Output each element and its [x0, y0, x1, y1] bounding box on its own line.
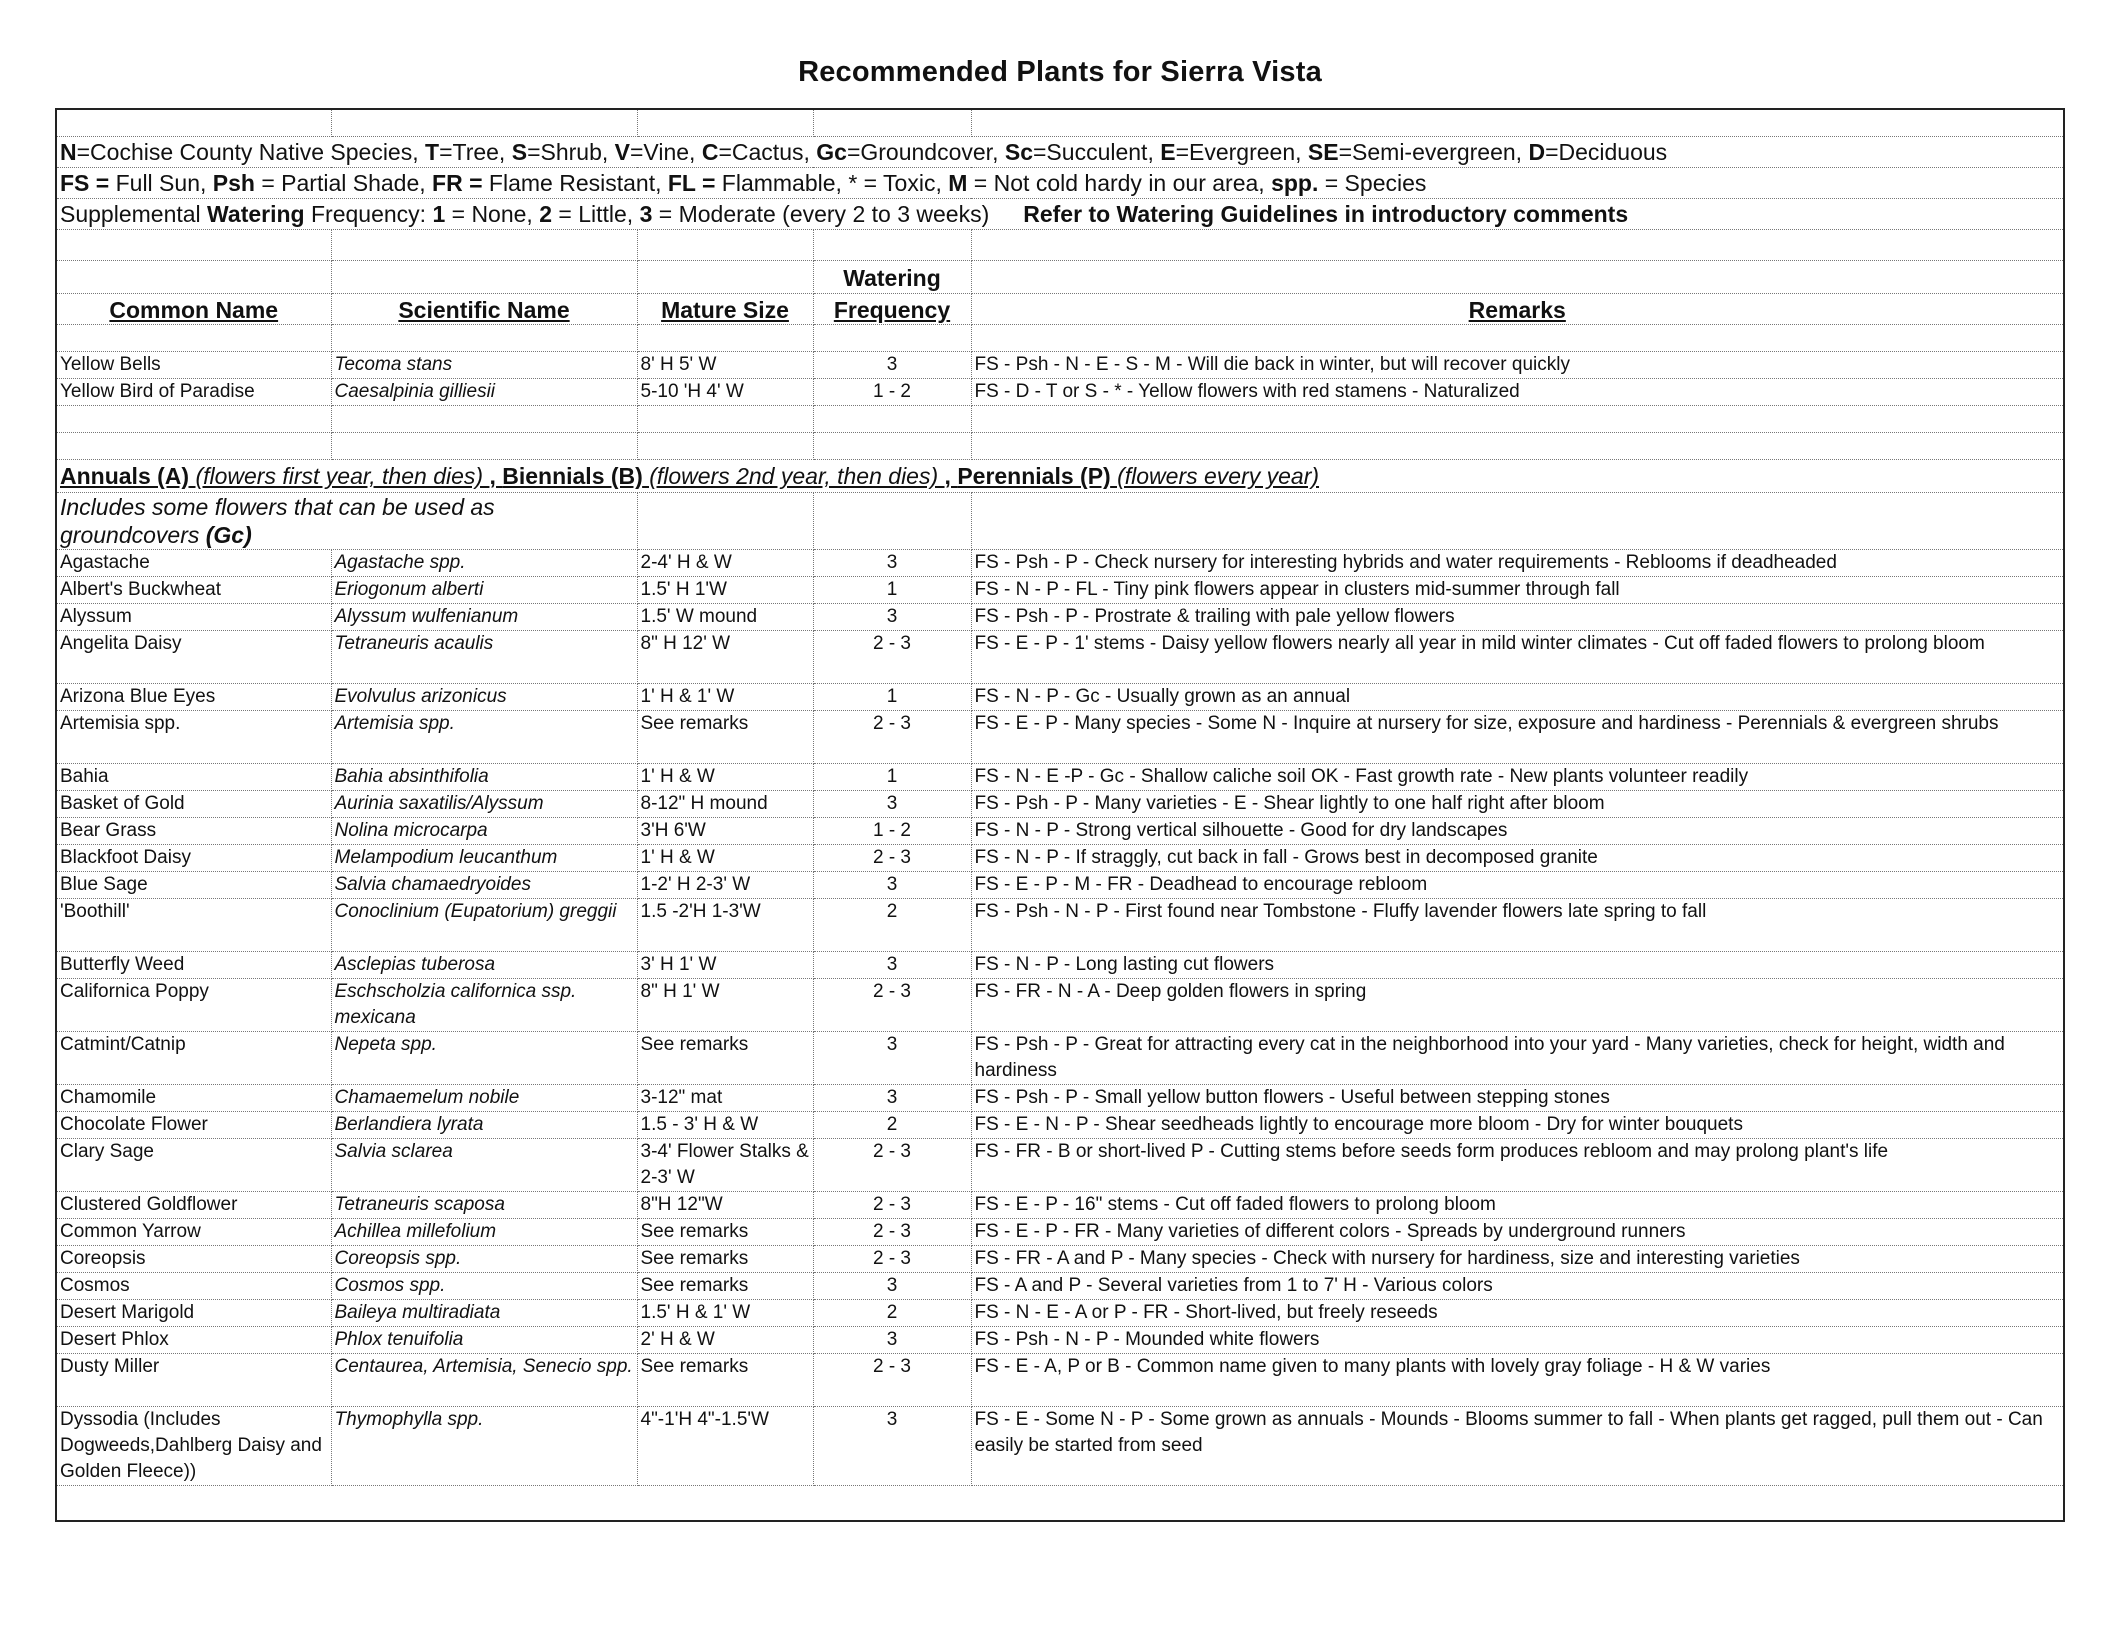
empty-cell: [971, 230, 2063, 261]
table-row: [57, 711, 2063, 764]
empty-cell: [813, 406, 971, 433]
common-name-cell: Clary Sage: [57, 1139, 331, 1192]
section-perennials: Perennials (P): [957, 463, 1111, 489]
mature-size-cell: 2-4' H & W: [637, 550, 813, 577]
empty-cell: [331, 261, 637, 294]
empty-cell: [331, 230, 637, 261]
watering-frequency-cell: 3: [813, 352, 971, 379]
table-row: [57, 1192, 2063, 1219]
legend-desc: =Groundcover,: [846, 139, 1005, 165]
scientific-name-cell: Tecoma stans: [331, 352, 637, 379]
watering-frequency-cell: 2: [813, 1112, 971, 1139]
empty-cell: [971, 406, 2063, 433]
mature-size-cell: 5-10 'H 4' W: [637, 379, 813, 406]
remarks-cell: FS - Psh - N - P - First found near Tombstone - Fluffy lavender flowers late spring to fall: [971, 899, 2063, 952]
scientific-name-cell: Alyssum wulfenianum: [331, 604, 637, 631]
scientific-name-cell: Achillea millefolium: [331, 1219, 637, 1246]
section-perennials-note: (flowers every year): [1110, 463, 1320, 489]
mature-size-cell: 3' H 1' W: [637, 952, 813, 979]
table-row: [57, 1354, 2063, 1407]
table-row: [57, 352, 2063, 379]
common-name-cell: Yellow Bird of Paradise: [57, 379, 331, 406]
legend-key: T: [425, 139, 440, 165]
watering-frequency-cell: 1 - 2: [813, 818, 971, 845]
remarks-cell: FS - E - P - FR - Many varieties of different colors - Spreads by underground runners: [971, 1219, 2063, 1246]
scientific-name-cell: Nolina microcarpa: [331, 818, 637, 845]
common-name-cell: Bear Grass: [57, 818, 331, 845]
empty-cell: [57, 406, 331, 433]
legend-desc: =Cactus,: [718, 139, 817, 165]
header-mature-size: [637, 294, 813, 325]
header-row: [57, 294, 2063, 325]
mature-size-cell: 8' H 5' W: [637, 352, 813, 379]
watering-frequency-cell: 2 - 3: [813, 1219, 971, 1246]
scientific-name-cell: Baileya multiradiata: [331, 1300, 637, 1327]
table-row: [57, 1300, 2063, 1327]
empty-cell: [637, 406, 813, 433]
plant-table: [57, 110, 2063, 1486]
section-separator: ,: [944, 463, 958, 489]
common-name-cell: Basket of Gold: [57, 791, 331, 818]
watering-frequency-cell: 3: [813, 1085, 971, 1112]
legend-desc: = Moderate (every 2 to 3 weeks): [652, 201, 990, 227]
remarks-cell: FS - E - N - P - Shear seedheads lightly to encourage more bloom - Dry for winter bouquets: [971, 1112, 2063, 1139]
section-subheading-text: Includes some flowers that can be used as groundcovers: [60, 494, 495, 548]
empty-cell: [637, 230, 813, 261]
section-annuals: Annuals (A): [60, 463, 190, 489]
mature-size-cell: See remarks: [637, 711, 813, 764]
common-name-cell: Catmint/Catnip: [57, 1032, 331, 1085]
table-row: [57, 979, 2063, 1032]
legend-key: C: [701, 139, 719, 165]
empty-cell: [57, 325, 331, 352]
empty-cell: [813, 493, 971, 550]
legend-key: FR =: [432, 170, 483, 196]
watering-frequency-cell: 1: [813, 764, 971, 791]
empty-cell: [57, 110, 331, 137]
mature-size-cell: See remarks: [637, 1354, 813, 1407]
legend-desc: =Tree,: [439, 139, 512, 165]
mature-size-cell: 1.5' H & 1' W: [637, 1300, 813, 1327]
remarks-cell: FS - N - P - Long lasting cut flowers: [971, 952, 2063, 979]
header-remarks-label: Remarks: [1468, 297, 1566, 323]
section-annuals-note: (flowers first year, then dies): [189, 463, 490, 489]
legend-key: Sc: [1004, 139, 1033, 165]
mature-size-cell: 8"H 12"W: [637, 1192, 813, 1219]
common-name-cell: Clustered Goldflower: [57, 1192, 331, 1219]
legend-desc: Flammable, * = Toxic,: [715, 170, 949, 196]
common-name-cell: Artemisia spp.: [57, 711, 331, 764]
empty-cell: [813, 433, 971, 460]
section-subheading-code: (Gc): [205, 522, 252, 548]
table-row: [57, 1112, 2063, 1139]
scientific-name-cell: Centaurea, Artemisia, Senecio spp.: [331, 1354, 637, 1407]
table-row: [57, 899, 2063, 952]
header-watering-frequency-label: Frequency: [833, 297, 951, 323]
watering-frequency-cell: 2 - 3: [813, 1354, 971, 1407]
legend-key: D: [1528, 139, 1546, 165]
watering-frequency-cell: 2 - 3: [813, 711, 971, 764]
remarks-cell: FS - E - P - 16" stems - Cut off faded flowers to prolong bloom: [971, 1192, 2063, 1219]
empty-cell: [813, 325, 971, 352]
remarks-cell: FS - E - P - Many species - Some N - Inquire at nursery for size, exposure and hardiness - Perennials & evergreen shrubs: [971, 711, 2063, 764]
watering-frequency-cell: 3: [813, 1032, 971, 1085]
scientific-name-cell: Salvia chamaedryoides: [331, 872, 637, 899]
table-row: [57, 1219, 2063, 1246]
remarks-cell: FS - N - P - FL - Tiny pink flowers appear in clusters mid-summer through fall: [971, 577, 2063, 604]
scientific-name-cell: Conoclinium (Eupatorium) greggii: [331, 899, 637, 952]
section-biennials: Biennials (B): [502, 463, 643, 489]
legend-desc: Supplemental: [60, 201, 208, 227]
legend-desc: =Semi-evergreen,: [1338, 139, 1529, 165]
watering-frequency-cell: 3: [813, 791, 971, 818]
watering-frequency-cell: 3: [813, 1327, 971, 1354]
remarks-cell: FS - N - P - Gc - Usually grown as an annual: [971, 684, 2063, 711]
common-name-cell: Dyssodia (Includes Dogweeds,Dahlberg Daisy and Golden Fleece)): [57, 1407, 331, 1486]
legend-desc: = Not cold hardy in our area,: [967, 170, 1272, 196]
legend-key: V: [614, 139, 630, 165]
scientific-name-cell: Coreopsis spp.: [331, 1246, 637, 1273]
scientific-name-cell: Thymophylla spp.: [331, 1407, 637, 1486]
empty-cell: [331, 110, 637, 137]
legend-key: E: [1160, 139, 1176, 165]
table-row: [57, 550, 2063, 577]
header-scientific-name: [331, 294, 637, 325]
legend-desc: Frequency:: [304, 201, 433, 227]
table-row: [57, 1273, 2063, 1300]
table-row: [57, 1327, 2063, 1354]
legend-desc: =Shrub,: [527, 139, 615, 165]
legend-codes-text: [57, 137, 2063, 168]
blank-row: [57, 433, 2063, 460]
table-row: [57, 872, 2063, 899]
remarks-cell: FS - A and P - Several varieties from 1 to 7' H - Various colors: [971, 1273, 2063, 1300]
empty-cell: [57, 230, 331, 261]
scientific-name-cell: Aurinia saxatilis/Alyssum: [331, 791, 637, 818]
watering-frequency-cell: 3: [813, 872, 971, 899]
table-row: [57, 577, 2063, 604]
table-row: [57, 1032, 2063, 1085]
empty-cell: [971, 110, 2063, 137]
header-row-top: [57, 261, 2063, 294]
scientific-name-cell: Evolvulus arizonicus: [331, 684, 637, 711]
mature-size-cell: 2' H & W: [637, 1327, 813, 1354]
remarks-cell: FS - E - A, P or B - Common name given to many plants with lovely gray foliage - H & W varies: [971, 1354, 2063, 1407]
section-heading: [57, 460, 2063, 493]
table-row: [57, 604, 2063, 631]
common-name-cell: Coreopsis: [57, 1246, 331, 1273]
watering-frequency-cell: 3: [813, 604, 971, 631]
common-name-cell: Albert's Buckwheat: [57, 577, 331, 604]
scientific-name-cell: Cosmos spp.: [331, 1273, 637, 1300]
plant-table-sheet: [55, 108, 2065, 1522]
empty-cell: [57, 261, 331, 294]
common-name-cell: Dusty Miller: [57, 1354, 331, 1407]
legend-desc: Full Sun,: [109, 170, 213, 196]
mature-size-cell: See remarks: [637, 1273, 813, 1300]
scientific-name-cell: Berlandiera lyrata: [331, 1112, 637, 1139]
mature-size-cell: 3'H 6'W: [637, 818, 813, 845]
legend-desc: =Vine,: [630, 139, 702, 165]
remarks-cell: FS - D - T or S - * - Yellow flowers with red stamens - Naturalized: [971, 379, 2063, 406]
section-biennials-note: (flowers 2nd year, then dies): [642, 463, 945, 489]
watering-frequency-cell: 2 - 3: [813, 845, 971, 872]
empty-cell: [971, 325, 2063, 352]
common-name-cell: Common Yarrow: [57, 1219, 331, 1246]
legend-key: N: [60, 139, 77, 165]
common-name-cell: Cosmos: [57, 1273, 331, 1300]
empty-cell: [331, 433, 637, 460]
legend-key: Watering: [207, 201, 305, 227]
empty-cell: [637, 325, 813, 352]
remarks-cell: FS - Psh - P - Check nursery for interesting hybrids and water requirements - Reblooms if deadheaded: [971, 550, 2063, 577]
common-name-cell: Chamomile: [57, 1085, 331, 1112]
mature-size-cell: See remarks: [637, 1246, 813, 1273]
watering-frequency-cell: 2 - 3: [813, 1192, 971, 1219]
legend-desc: = None,: [445, 201, 540, 227]
header-common-name: [57, 294, 331, 325]
empty-cell: [331, 406, 637, 433]
remarks-cell: FS - Psh - P - Prostrate & trailing with pale yellow flowers: [971, 604, 2063, 631]
legend-key: Gc: [816, 139, 847, 165]
watering-frequency-cell: 2 - 3: [813, 1139, 971, 1192]
legend-desc: = Little,: [552, 201, 640, 227]
watering-frequency-cell: 2: [813, 899, 971, 952]
scientific-name-cell: Eriogonum alberti: [331, 577, 637, 604]
blank-row: [57, 406, 2063, 433]
common-name-cell: Angelita Daisy: [57, 631, 331, 684]
remarks-cell: FS - E - Some N - P - Some grown as annuals - Mounds - Blooms summer to fall - When plants get ragged, pull them out - Can easily be started from seed: [971, 1407, 2063, 1486]
header-watering-top: Watering: [813, 261, 971, 294]
empty-cell: [637, 433, 813, 460]
mature-size-cell: 1.5 -2'H 1-3'W: [637, 899, 813, 952]
common-name-cell: Desert Marigold: [57, 1300, 331, 1327]
scientific-name-cell: Artemisia spp.: [331, 711, 637, 764]
table-row: [57, 1246, 2063, 1273]
common-name-cell: Bahia: [57, 764, 331, 791]
table-row: [57, 845, 2063, 872]
section-subheading-row: [57, 493, 2063, 550]
blank-row: [57, 325, 2063, 352]
legend-key: 3: [639, 201, 653, 227]
common-name-cell: Agastache: [57, 550, 331, 577]
legend-codes: [57, 137, 2063, 168]
mature-size-cell: 1' H & W: [637, 845, 813, 872]
mature-size-cell: See remarks: [637, 1032, 813, 1085]
legend-desc: Flame Resistant,: [482, 170, 668, 196]
table-row: [57, 684, 2063, 711]
remarks-cell: FS - N - P - Strong vertical silhouette - Good for dry landscapes: [971, 818, 2063, 845]
mature-size-cell: See remarks: [637, 1219, 813, 1246]
scientific-name-cell: Salvia sclarea: [331, 1139, 637, 1192]
mature-size-cell: 1' H & W: [637, 764, 813, 791]
remarks-cell: FS - FR - N - A - Deep golden flowers in spring: [971, 979, 2063, 1032]
common-name-cell: Blackfoot Daisy: [57, 845, 331, 872]
legend-key: Psh: [212, 170, 255, 196]
section-heading-row: [57, 460, 2063, 493]
remarks-cell: FS - Psh - N - P - Mounded white flowers: [971, 1327, 2063, 1354]
remarks-cell: FS - N - E -P - Gc - Shallow caliche soil OK - Fast growth rate - New plants volunteer readily: [971, 764, 2063, 791]
watering-frequency-cell: 2: [813, 1300, 971, 1327]
scientific-name-cell: Tetraneuris scaposa: [331, 1192, 637, 1219]
scientific-name-cell: Eschscholzia californica ssp. mexicana: [331, 979, 637, 1032]
empty-cell: [57, 433, 331, 460]
watering-frequency-cell: 2 - 3: [813, 1246, 971, 1273]
blank-row: [57, 230, 2063, 261]
watering-frequency-cell: 3: [813, 1273, 971, 1300]
header-scientific-name-label: Scientific Name: [398, 297, 570, 323]
legend-key: 1: [432, 201, 446, 227]
mature-size-cell: 1-2' H 2-3' W: [637, 872, 813, 899]
common-name-cell: Chocolate Flower: [57, 1112, 331, 1139]
table-row: [57, 791, 2063, 818]
legend-desc: =Evergreen,: [1175, 139, 1308, 165]
legend-key: spp.: [1271, 170, 1319, 196]
mature-size-cell: 8" H 1' W: [637, 979, 813, 1032]
mature-size-cell: 8-12" H mound: [637, 791, 813, 818]
table-row: [57, 1139, 2063, 1192]
empty-cell: [637, 261, 813, 294]
legend-key: 2: [539, 201, 553, 227]
scientific-name-cell: Asclepias tuberosa: [331, 952, 637, 979]
watering-frequency-cell: 1: [813, 577, 971, 604]
legend-desc: = Species: [1318, 170, 1427, 196]
legend-desc: = Partial Shade,: [254, 170, 433, 196]
watering-frequency-cell: 1 - 2: [813, 379, 971, 406]
table-row: [57, 764, 2063, 791]
remarks-cell: FS - Psh - P - Great for attracting every cat in the neighborhood into your yard - Many varieties, check for height, width and hardiness: [971, 1032, 2063, 1085]
legend-desc: =Cochise County Native Species,: [76, 139, 425, 165]
common-name-cell: Californica Poppy: [57, 979, 331, 1032]
header-mature-size-label: Mature Size: [661, 297, 789, 323]
remarks-cell: FS - FR - A and P - Many species - Check with nursery for hardiness, size and interesting varieties: [971, 1246, 2063, 1273]
legend-desc: =Succulent,: [1033, 139, 1161, 165]
remarks-cell: FS - FR - B or short-lived P - Cutting stems before seeds form produces rebloom and may prolong plant's life: [971, 1139, 2063, 1192]
legend-key: SE: [1307, 139, 1339, 165]
empty-cell: [637, 493, 813, 550]
empty-cell: [331, 325, 637, 352]
remarks-cell: FS - N - E - A or P - FR - Short-lived, but freely reseeds: [971, 1300, 2063, 1327]
mature-size-cell: 1' H & 1' W: [637, 684, 813, 711]
mature-size-cell: 1.5' H 1'W: [637, 577, 813, 604]
table-row: [57, 379, 2063, 406]
common-name-cell: Butterfly Weed: [57, 952, 331, 979]
watering-frequency-cell: 2 - 3: [813, 631, 971, 684]
mature-size-cell: 1.5 - 3' H & W: [637, 1112, 813, 1139]
scientific-name-cell: Tetraneuris acaulis: [331, 631, 637, 684]
scientific-name-cell: Caesalpinia gilliesii: [331, 379, 637, 406]
empty-cell: [813, 230, 971, 261]
legend-exposure: [57, 168, 2063, 199]
table-row: [57, 1407, 2063, 1486]
scientific-name-cell: Agastache spp.: [331, 550, 637, 577]
scientific-name-cell: Melampodium leucanthum: [331, 845, 637, 872]
mature-size-cell: 3-12" mat: [637, 1085, 813, 1112]
section-subheading: [57, 493, 637, 550]
watering-frequency-cell: 2 - 3: [813, 979, 971, 1032]
table-row: [57, 1085, 2063, 1112]
mature-size-cell: 3-4' Flower Stalks & 2-3' W: [637, 1139, 813, 1192]
header-remarks: [971, 294, 2063, 325]
empty-cell: [813, 110, 971, 137]
remarks-cell: FS - Psh - P - Small yellow button flowers - Useful between stepping stones: [971, 1085, 2063, 1112]
legend-desc: =Deciduous: [1545, 139, 1668, 165]
section-separator: ,: [489, 463, 503, 489]
empty-cell: [637, 110, 813, 137]
remarks-cell: FS - E - P - M - FR - Deadhead to encourage rebloom: [971, 872, 2063, 899]
common-name-cell: Desert Phlox: [57, 1327, 331, 1354]
remarks-cell: FS - Psh - N - E - S - M - Will die back in winter, but will recover quickly: [971, 352, 2063, 379]
scientific-name-cell: Nepeta spp.: [331, 1032, 637, 1085]
legend-key: FS =: [60, 170, 110, 196]
header-common-name-label: Common Name: [109, 297, 279, 323]
mature-size-cell: 8" H 12' W: [637, 631, 813, 684]
empty-cell: [971, 261, 2063, 294]
table-row: [57, 952, 2063, 979]
watering-frequency-cell: 3: [813, 550, 971, 577]
remarks-cell: FS - Psh - P - Many varieties - E - Shear lightly to one half right after bloom: [971, 791, 2063, 818]
page-title: Recommended Plants for Sierra Vista: [798, 56, 1322, 88]
legend-watering-text: [57, 199, 2063, 230]
header-watering-frequency: [813, 294, 971, 325]
common-name-cell: Yellow Bells: [57, 352, 331, 379]
common-name-cell: 'Boothill': [57, 899, 331, 952]
empty-cell: [971, 433, 2063, 460]
mature-size-cell: 1.5' W mound: [637, 604, 813, 631]
remarks-cell: FS - E - P - 1' stems - Daisy yellow flowers nearly all year in mild winter climates - Cut off faded flowers to prolong bloom: [971, 631, 2063, 684]
table-row: [57, 818, 2063, 845]
blank-row: [57, 110, 2063, 137]
watering-guidelines-note: Refer to Watering Guidelines in introductory comments: [1023, 201, 1629, 227]
legend-key: S: [511, 139, 528, 165]
table-row: [57, 631, 2063, 684]
legend-key: M: [948, 170, 968, 196]
legend-watering: [57, 199, 2063, 230]
watering-frequency-cell: 3: [813, 1407, 971, 1486]
watering-frequency-cell: 1: [813, 684, 971, 711]
legend-exposure-text: [57, 168, 2063, 199]
remarks-cell: FS - N - P - If straggly, cut back in fall - Grows best in decomposed granite: [971, 845, 2063, 872]
common-name-cell: Blue Sage: [57, 872, 331, 899]
mature-size-cell: 4"-1'H 4"-1.5'W: [637, 1407, 813, 1486]
empty-cell: [971, 493, 2063, 550]
scientific-name-cell: Bahia absinthifolia: [331, 764, 637, 791]
watering-frequency-cell: 3: [813, 952, 971, 979]
legend-key: FL =: [667, 170, 716, 196]
scientific-name-cell: Chamaemelum nobile: [331, 1085, 637, 1112]
common-name-cell: Alyssum: [57, 604, 331, 631]
common-name-cell: Arizona Blue Eyes: [57, 684, 331, 711]
scientific-name-cell: Phlox tenuifolia: [331, 1327, 637, 1354]
